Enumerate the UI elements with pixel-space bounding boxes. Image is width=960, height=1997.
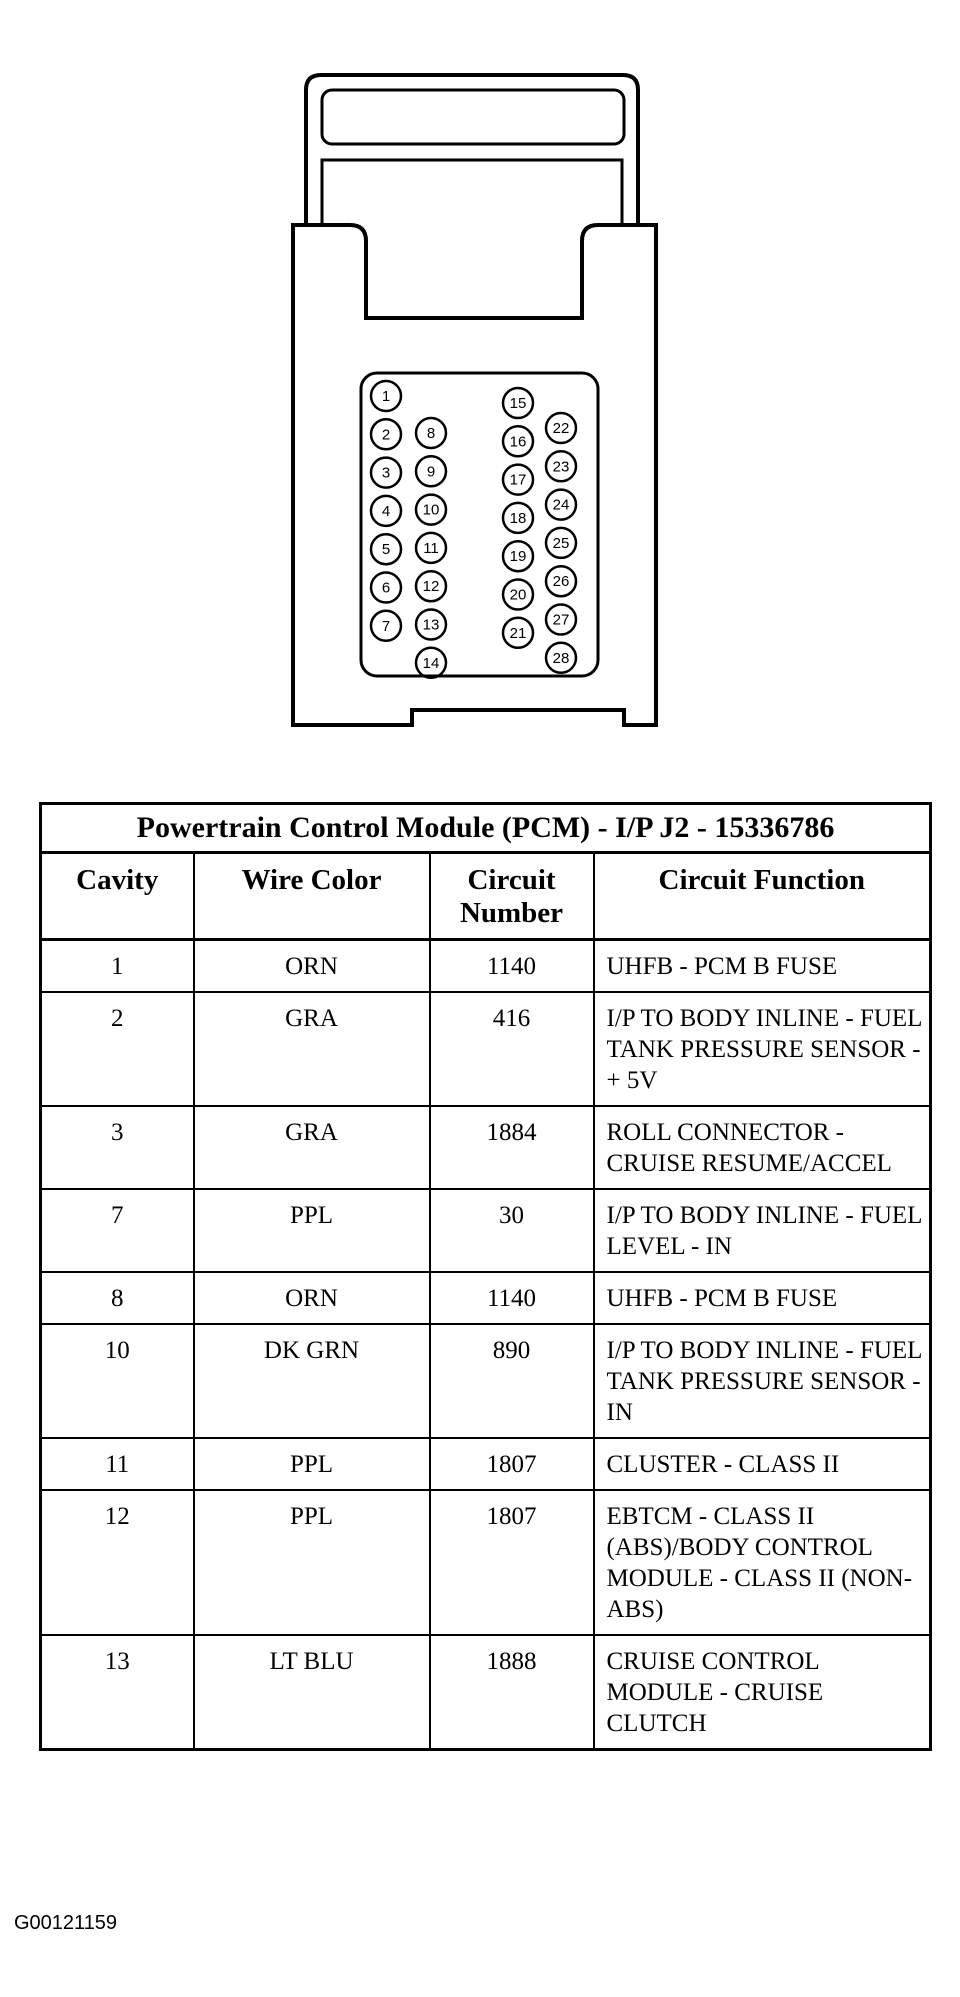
wire-color-cell: PPL — [194, 1438, 430, 1490]
wire-color-cell: LT BLU — [194, 1635, 430, 1750]
circuit-function-cell: EBTCM - CLASS II (ABS)/BODY CONTROL MODULE - CLASS II (NON-ABS) — [594, 1490, 931, 1635]
pin-17-label: 17 — [509, 471, 527, 489]
pin-16-label: 16 — [509, 433, 527, 451]
pin-3-label: 3 — [381, 464, 391, 482]
pin-24-label: 24 — [552, 496, 570, 514]
pin-26-label: 26 — [552, 573, 570, 591]
pin-15-label: 15 — [509, 395, 527, 412]
circuit-number-cell: 30 — [430, 1189, 594, 1272]
wire-color-cell: GRA — [194, 992, 430, 1106]
wire-color-cell: DK GRN — [194, 1324, 430, 1438]
header-cavity: Cavity — [41, 853, 194, 940]
table-row — [41, 1189, 931, 1272]
pin-21-label: 21 — [509, 624, 527, 642]
pin-10-label: 10 — [422, 501, 440, 519]
pin-27-label: 27 — [552, 611, 570, 629]
pin-20-label: 20 — [509, 586, 527, 604]
table-title: Powertrain Control Module (PCM) - I/P J2 - 15336786 — [41, 804, 931, 853]
pin-23-label: 23 — [552, 458, 570, 476]
table-row — [41, 1272, 931, 1324]
cavity-cell: 2 — [41, 992, 194, 1106]
connector-latch — [306, 75, 638, 225]
circuit-number-cell: 1140 — [430, 940, 594, 993]
pin-11-label: 11 — [423, 539, 439, 557]
pin-28-label: 28 — [552, 649, 570, 667]
wire-color-cell: ORN — [194, 1272, 430, 1324]
circuit-function-cell: ROLL CONNECTOR - CRUISE RESUME/ACCEL — [594, 1106, 931, 1189]
pin-18-label: 18 — [509, 509, 527, 527]
wire-color-cell: GRA — [194, 1106, 430, 1189]
circuit-function-cell: CRUISE CONTROL MODULE - CRUISE CLUTCH — [594, 1635, 931, 1750]
table-row — [41, 940, 931, 993]
wire-color-cell: ORN — [194, 940, 430, 993]
pin-9-label: 9 — [426, 463, 436, 481]
connector-diagram — [0, 0, 960, 740]
cavity-cell: 3 — [41, 1106, 194, 1189]
header-wire-color: Wire Color — [194, 853, 430, 940]
cavity-cell: 11 — [41, 1438, 194, 1490]
cavity-cell: 13 — [41, 1635, 194, 1750]
circuit-function-cell: CLUSTER - CLASS II — [594, 1438, 931, 1490]
table-row — [41, 1324, 931, 1438]
circuit-number-cell: 1807 — [430, 1490, 594, 1635]
pin-8-label: 8 — [426, 425, 436, 442]
cavity-cell: 8 — [41, 1272, 194, 1324]
cavity-cell: 12 — [41, 1490, 194, 1635]
pinout-table — [39, 802, 932, 1751]
pin-4-label: 4 — [381, 502, 391, 520]
header-circuit-number: Circuit Number — [430, 853, 594, 940]
table-row — [41, 992, 931, 1106]
table-row — [41, 1106, 931, 1189]
pin-19-label: 19 — [509, 548, 527, 566]
pin-2-label: 2 — [381, 426, 391, 444]
circuit-number-cell: 890 — [430, 1324, 594, 1438]
latch-inner-rail — [322, 160, 622, 225]
cavity-cell: 7 — [41, 1189, 194, 1272]
table-row — [41, 1635, 931, 1750]
circuit-number-cell: 1884 — [430, 1106, 594, 1189]
pin-13-label: 13 — [422, 616, 440, 634]
circuit-function-cell: UHFB - PCM B FUSE — [594, 1272, 931, 1324]
cavity-cell: 10 — [41, 1324, 194, 1438]
pin-12-label: 12 — [422, 578, 440, 596]
pin-14-label: 14 — [422, 654, 440, 672]
connector-body — [293, 225, 656, 725]
circuit-function-cell: I/P TO BODY INLINE - FUEL TANK PRESSURE SENSOR - IN — [594, 1324, 931, 1438]
latch-tab — [322, 90, 624, 144]
circuit-number-cell: 416 — [430, 992, 594, 1106]
figure-id: G00121159 — [14, 1912, 118, 1934]
table-row — [41, 1490, 931, 1635]
pin-22-label: 22 — [552, 420, 570, 437]
pin-25-label: 25 — [552, 534, 570, 552]
circuit-function-cell: I/P TO BODY INLINE - FUEL LEVEL - IN — [594, 1189, 931, 1272]
pin-6-label: 6 — [381, 579, 391, 597]
pin-7-label: 7 — [381, 617, 391, 635]
wire-color-cell: PPL — [194, 1189, 430, 1272]
circuit-number-cell: 1807 — [430, 1438, 594, 1490]
circuit-number-cell: 1140 — [430, 1272, 594, 1324]
pin-1-label: 1 — [381, 388, 391, 405]
pin-5-label: 5 — [381, 541, 391, 559]
wire-color-cell: PPL — [194, 1490, 430, 1635]
circuit-function-cell: I/P TO BODY INLINE - FUEL TANK PRESSURE SENSOR - + 5V — [594, 992, 931, 1106]
circuit-function-cell: UHFB - PCM B FUSE — [594, 940, 931, 993]
header-circuit-function: Circuit Function — [594, 853, 931, 940]
pin-window — [361, 373, 598, 676]
circuit-number-cell: 1888 — [430, 1635, 594, 1750]
table-row — [41, 1438, 931, 1490]
cavity-cell: 1 — [41, 940, 194, 993]
